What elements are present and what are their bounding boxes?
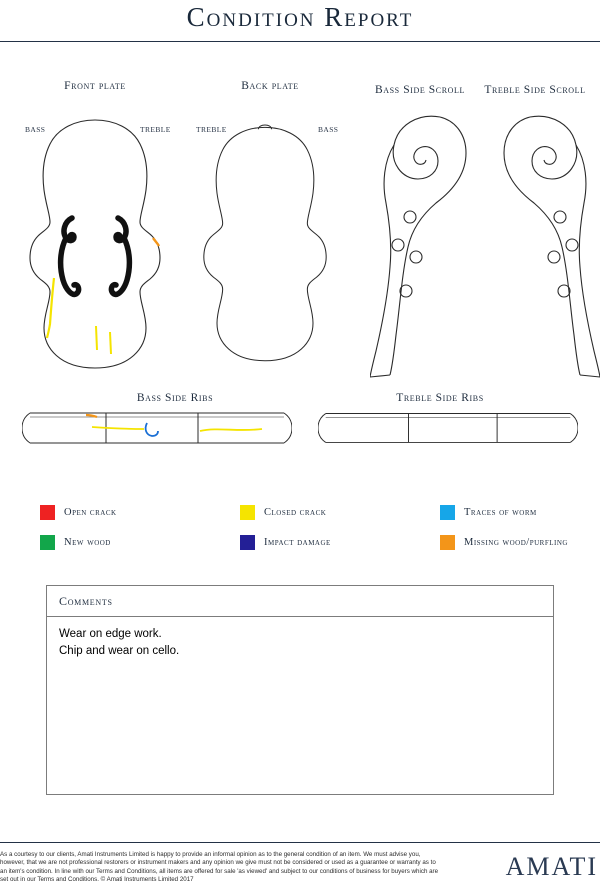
caption-back-plate: Back plate (241, 80, 299, 92)
legend-label-missing-wood: Missing wood/purfling (464, 537, 568, 548)
legend-item-missing-wood (440, 535, 580, 550)
legend-swatch-traces-of-worm (440, 505, 455, 520)
front-plate-bass-label: BASS (25, 125, 46, 134)
legend-swatch-impact-damage (240, 535, 255, 550)
caption-bass-side-ribs: Bass Side Ribs (136, 392, 214, 404)
legend-label-closed-crack: Closed crack (264, 507, 327, 518)
legend-swatch-closed-crack (240, 505, 255, 520)
legend-swatch-new-wood (40, 535, 55, 550)
caption-front-plate: Front plate (64, 80, 126, 92)
legend-swatch-missing-wood (440, 535, 455, 550)
bass-side-ribs-diagram (22, 405, 292, 450)
caption-bass-side-scroll: Bass Side Scroll (374, 84, 466, 96)
legend-row-1 (40, 505, 580, 520)
back-plate-diagram (185, 110, 345, 380)
comment-line: Chip and wear on cello. (59, 645, 180, 657)
back-plate-treble-label: TREBLE (196, 125, 227, 134)
caption-treble-side-ribs: Treble Side Ribs (396, 392, 484, 404)
footer-disclaimer: As a courtesy to our clients, Amati Instruments Limited is happy to provide an informal opinion as to the general condition of an item. We must advise you, however, that we are not professional restorers or instrument makers and any opinion we give must not be considered or used as a guarantee or warranty as to an item's condition. In line with our Terms and Conditions, all items are offered for sale 'as viewed' and subject to our conditions of business for buyers which are set out in our Terms and Conditions. © Amati Instruments Limited 2017 (0, 851, 439, 884)
legend-swatch-open-crack (40, 505, 55, 520)
legend (40, 505, 580, 565)
legend-row-2 (40, 535, 580, 550)
brand-logo: AMATI (505, 852, 598, 881)
legend-item-traces-of-worm (440, 505, 580, 520)
legend-label-open-crack: Open crack (64, 507, 117, 518)
page-title: Condition Report (186, 2, 414, 32)
treble-side-scroll-diagram (495, 105, 600, 380)
bass-side-scroll-diagram (370, 105, 475, 380)
legend-label-traces-of-worm: Traces of worm (464, 507, 537, 518)
front-plate-treble-label: TREBLE (140, 125, 171, 134)
comments-body[interactable] (47, 617, 553, 669)
legend-item-impact-damage (240, 535, 440, 550)
legend-item-closed-crack (240, 505, 440, 520)
comments-box (46, 585, 554, 795)
caption-treble-side-scroll: Treble Side Scroll (484, 84, 586, 96)
legend-item-open-crack (40, 505, 240, 520)
legend-item-new-wood (40, 535, 240, 550)
treble-side-ribs-diagram (318, 405, 578, 450)
front-plate-diagram (10, 110, 180, 380)
footer-divider (0, 842, 600, 843)
comment-line: Wear on edge work. (59, 628, 162, 640)
legend-label-new-wood: New wood (64, 537, 111, 548)
legend-label-impact-damage: Impact damage (264, 537, 331, 548)
back-plate-bass-label: BASS (318, 125, 339, 134)
title-divider (0, 41, 600, 42)
comments-heading: Comments (47, 586, 553, 617)
